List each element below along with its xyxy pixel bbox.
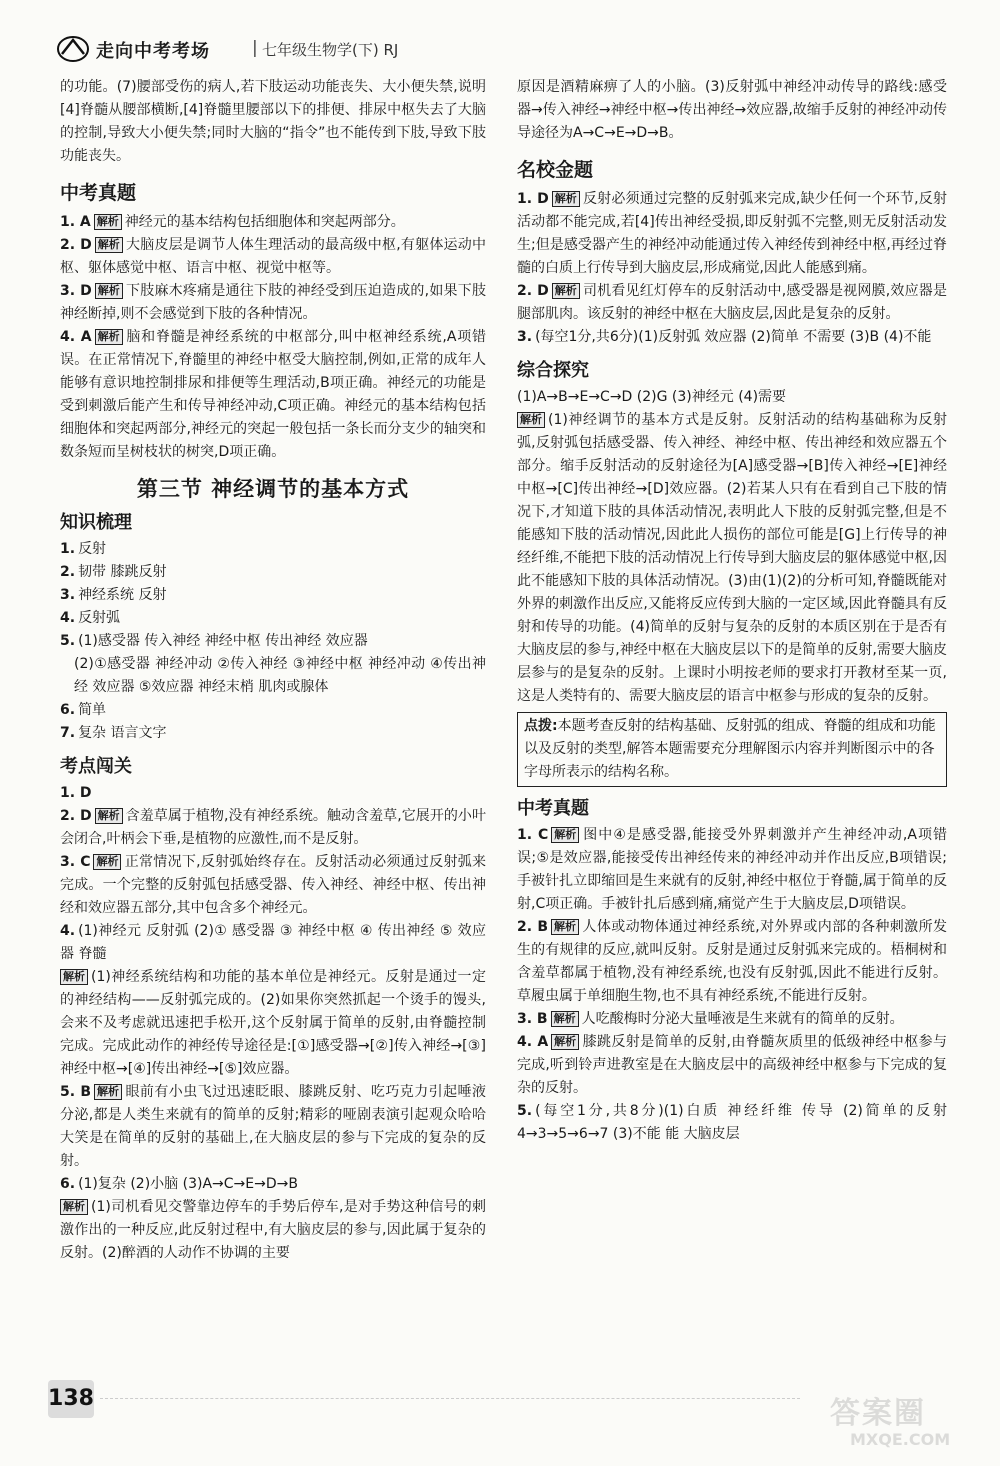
page-header: [48, 28, 958, 68]
list-item: [60, 653, 486, 699]
zhishi-list: [60, 538, 486, 745]
analysis-tag: 解析: [551, 1011, 579, 1027]
answer-number: 4.: [60, 610, 76, 626]
analysis-tag: 解析: [60, 969, 88, 985]
list-item: [60, 699, 486, 722]
analysis-tag: 解析: [552, 191, 580, 207]
watermark-logo: 答案圈: [830, 1396, 926, 1431]
answer-text: 眼前有小虫飞过迅速眨眼、膝跳反射、吃巧克力引起唾液分泌,都是人类生来就有的简单的反射;精彩的哑剧表演引起观众哈哈大笑是在简单的反射的基础上,在大脑皮层的参与下完成的复杂的反射。: [60, 1084, 486, 1169]
analysis-tag: 解析: [551, 827, 579, 843]
list-item: [60, 538, 486, 561]
answer-text: (每空1分,共8分)(1)白质 神经纤维 传导 (2)简单的反射 4→3→5→6→7 (3)不能 能 大脑皮层: [517, 1103, 947, 1142]
answer-text: 反射必须通过完整的反射弧来完成,缺少任何一个环节,反射活动都不能完成,若[4]传出神经受损,即反射弧不完整,则无反射活动发生;但是感受器产生的神经冲动能通过传入神经传到神经中枢,再经过脊髓的白质上行传导到大脑皮层,形成痛觉,因此人能感到痛。: [517, 191, 947, 276]
answer-text: (每空1分,共6分)(1)反射弧 效应器 (2)简单 不需要 (3)B (4)不能: [535, 329, 932, 345]
zonghe-analysis: [517, 409, 947, 708]
list-item: [60, 966, 486, 1081]
list-item: [60, 584, 486, 607]
heading-zhishi: 知识梳理: [60, 512, 132, 533]
header-separator: |: [252, 38, 258, 58]
page-number: 138: [48, 1380, 94, 1418]
heading-zonghe: 综合探究: [517, 360, 589, 381]
answer-number: 7.: [60, 725, 76, 741]
list-item: [517, 280, 947, 326]
answer-number: 1. D: [517, 191, 549, 207]
answer-text: (1)神经调节的基本方式是反射。反射活动的结构基础称为反射弧,反射弧包括感受器、传入神经、神经中枢、传出神经和效应器五个部分。缩手反射活动的反射途径为[A]感受器→[B]传入神经→[E]神经中枢→[C]传出神经→[D]效应器。(2)若某人只有在看到自己下肢的情况下,才知道下肢的具体活动情况,表明此人下肢的反射弧完整,但是不能感知下肢的活动情况,因此此人损伤的部位可能是[G]上行传导的神经纤维,不能把下肢的活动情况上行传导到大脑皮层的躯体感觉中枢,因此不能感知下肢的具体活动情况。(3)由(1)(2)的分析可知,脊髓既能对外界的刺激作出反应,又能将反应传到大脑的一定区域,因此脊髓具有反射和传导的功能。(4)简单的反射与复杂的反射的本质区别在于是否有大脑皮层的参与,神经中枢在大脑皮层以下的是简单的反射,需要大脑皮层参与的是复杂的反射。上课时小明按老师的要求打开教材至某一页,这是人类特有的、需要大脑皮层的语言中枢参与形成的复杂的反射。: [517, 412, 947, 704]
list-item: [60, 280, 486, 326]
answer-text: (1)复杂 (2)小脑 (3)A→C→E→D→B: [78, 1176, 298, 1192]
answer-text: (1)司机看见交警靠边停车的手势后停车,是对手势这种信号的刺激作出的一种反应,此反射过程中,有大脑皮层的参与,因此属于复杂的反射。(2)醉酒的人动作不协调的主要: [60, 1199, 486, 1261]
analysis-tag: 解析: [552, 283, 580, 299]
zonghe-answer: (1)A→B→E→C→D (2)G (3)神经元 (4)需要: [517, 389, 787, 405]
answer-text: 人体或动物体通过神经系统,对外界或内部的各种刺激所发生的有规律的反应,就叫反射。反射是通过反射弧来完成的。梧桐树和含羞草都属于植物,没有神经系统,也没有反射弧,因此不能进行反射。草履虫属于单细胞生物,也不具有神经系统,不能进行反射。: [517, 919, 947, 1004]
left-intro: 的功能。(7)腰部受伤的病人,若下肢运动功能丧失、大小便失禁,说明[4]脊髓从腰部横断,[4]脊髓里腰部以下的排便、排尿中枢失去了大脑的控制,导致大小便失禁;同时大脑的“指令”也不能传到下肢,导致下肢功能丧失。: [60, 79, 486, 164]
analysis-tag: 解析: [517, 412, 545, 428]
answer-text: 神经元的基本结构包括细胞体和突起两部分。: [124, 214, 405, 230]
answer-text: 大脑皮层是调节人体生理活动的最高级中枢,有躯体运动中枢、躯体感觉中枢、语言中枢、视觉中枢等。: [60, 237, 486, 276]
footer-divider: [100, 1398, 800, 1399]
answer-text: 人吃酸梅时分泌大量唾液是生来就有的简单的反射。: [581, 1011, 904, 1027]
list-item: [60, 722, 486, 745]
analysis-tag: 解析: [94, 214, 122, 230]
analysis-tag: 解析: [95, 237, 123, 253]
answer-number: 3. C: [60, 854, 91, 870]
right-column: [517, 76, 947, 1146]
answer-number: 1. D: [60, 785, 92, 801]
answer-number: 3. B: [517, 1011, 548, 1027]
answer-number: 5. B: [60, 1084, 92, 1100]
answer-number: 5.: [517, 1103, 533, 1119]
answer-number: 3. D: [60, 283, 92, 299]
list-item: [60, 782, 486, 805]
heading-zhongkao-right: 中考真题: [517, 798, 589, 819]
brand-title: 走向中考考场: [96, 41, 210, 62]
answer-text: (2)①感受器 神经冲动 ②传入神经 ③神经中枢 神经冲动 ④传出神经 效应器 ⑤效应器 神经末梢 肌肉或腺体: [74, 656, 486, 695]
analysis-tag: 解析: [95, 808, 123, 824]
list-item: [60, 326, 486, 464]
answer-number: 5.: [60, 633, 76, 649]
analysis-tag: 解析: [551, 919, 579, 935]
answer-text: 下肢麻木疼痛是通往下肢的神经受到压迫造成的,如果下肢神经断掉,则不会感觉到下肢的各种情况。: [60, 283, 486, 322]
tip-text: 本题考查反射的结构基础、反射弧的组成、脊髓的组成和功能以及反射的类型,解答本题需要充分理解图示内容并判断图示中的各字母所表示的结构名称。: [524, 718, 936, 780]
left-column: [60, 76, 486, 1265]
zhongkao-list-right: [517, 824, 947, 1146]
list-item: [517, 916, 947, 1008]
list-item: [517, 1031, 947, 1100]
answer-number: 2. D: [517, 283, 549, 299]
list-item: [60, 607, 486, 630]
list-item: [60, 1196, 486, 1265]
analysis-tag: 解析: [93, 854, 121, 870]
answer-text: 正常情况下,反射弧始终存在。反射活动必须通过反射弧来完成。一个完整的反射弧包括感受器、传入神经、神经中枢、传出神经和效应器五部分,其中包含多个神经元。: [60, 854, 486, 916]
list-item: [60, 851, 486, 920]
mingxiao-list: [517, 188, 947, 349]
answer-number: 2. D: [60, 808, 92, 824]
answer-text: 司机看见红灯停车的反射活动中,感受器是视网膜,效应器是腿部肌肉。该反射的神经中枢在大脑皮层,因此是复杂的反射。: [517, 283, 947, 322]
answer-text: 反射弧: [78, 610, 121, 626]
analysis-tag: 解析: [95, 329, 123, 345]
list-item: [60, 1173, 486, 1196]
heading-kaodian: 考点闯关: [60, 756, 132, 777]
list-item: [517, 1100, 947, 1146]
answer-text: (1)感受器 传入神经 神经中枢 传出神经 效应器: [78, 633, 368, 649]
list-item: [60, 234, 486, 280]
book-subtitle: 七年级生物学(下) RJ: [262, 41, 399, 59]
list-item: [60, 211, 486, 234]
list-item: [517, 824, 947, 916]
answer-number: 3.: [517, 329, 533, 345]
list-item: [60, 1081, 486, 1173]
answer-text: 脑和脊髓是神经系统的中枢部分,叫中枢神经系统,A项错误。在正常情况下,脊髓里的神经中枢受大脑控制,例如,正常的成年人能够有意识地控制排尿和排便等生理活动,B项正确。神经元的功能是受到刺激后能产生和传导神经冲动,C项正确。神经元的基本结构包括细胞体和突起两部分,神经元的突起一般包括一条长而分支少的轴突和数条短而呈树枝状的树突,D项正确。: [60, 329, 486, 460]
answer-number: 2. B: [517, 919, 549, 935]
answer-text: 韧带 膝跳反射: [78, 564, 167, 580]
answer-number: 4. A: [60, 329, 92, 345]
analysis-tag: 解析: [60, 1199, 88, 1215]
heading-mingxiao: 名校金题: [517, 159, 594, 181]
answer-number: 1. C: [517, 827, 549, 843]
list-item: [60, 630, 486, 653]
answer-text: 简单: [78, 702, 107, 718]
tip-box: [517, 712, 947, 787]
brand-logo-icon: [56, 34, 90, 64]
right-intro: 原因是酒精麻痹了人的小脑。(3)反射弧中神经冲动传导的路线:感受器→传入神经→神经中枢→传出神经→效应器,故缩手反射的神经冲动传导途径为A→C→E→D→B。: [517, 79, 947, 141]
heading-zhongkao-left: 中考真题: [60, 182, 137, 204]
answer-text: 图中④是感受器,能接受外界刺激并产生神经冲动,A项错误;⑤是效应器,能接受传出神经传来的神经冲动并作出反应,B项错误;手被针扎立即缩回是生来就有的反射,神经中枢位于脊髓,属于简单的反射,C项正确。手被针扎后感到痛,痛觉产生于大脑皮层,D项错误。: [517, 827, 947, 912]
answer-number: 6.: [60, 702, 76, 718]
kaodian-list: [60, 782, 486, 1265]
answer-text: 复杂 语言文字: [78, 725, 167, 741]
list-item: [517, 326, 947, 349]
answer-text: 含羞草属于植物,没有神经系统。触动含羞草,它展开的小叶会闭合,叶柄会下垂,是植物的应激性,而不是反射。: [60, 808, 486, 847]
answer-number: 4.: [60, 923, 76, 939]
zhongkao-list-left: [60, 211, 486, 464]
answer-text: 膝跳反射是简单的反射,由脊髓灰质里的低级神经中枢参与完成,听到铃声进教室是在大脑皮层中的高级神经中枢参与下完成的复杂的反射。: [517, 1034, 947, 1096]
answer-number: 6.: [60, 1176, 76, 1192]
answer-number: 2.: [60, 564, 76, 580]
analysis-tag: 解析: [95, 283, 123, 299]
answer-number: 1. A: [60, 214, 91, 230]
list-item: [517, 1008, 947, 1031]
answer-number: 2. D: [60, 237, 92, 253]
answer-text: (1)神经系统结构和功能的基本单位是神经元。反射是通过一定的神经结构——反射弧完成的。(2)如果你突然抓起一个烫手的馒头,会来不及考虑就迅速把手松开,这个反射属于简单的反射,由脊髓控制完成。完成此动作的神经传导途径是:[①]感受器→[②]传入神经→[③]神经中枢→[④]传出神经→[⑤]效应器。: [60, 969, 486, 1077]
answer-text: (1)神经元 反射弧 (2)① 感受器 ③ 神经中枢 ④ 传出神经 ⑤ 效应器 脊髓: [60, 923, 486, 962]
tip-label: 点拨:: [524, 718, 558, 734]
answer-number: 1.: [60, 541, 76, 557]
answer-text: 反射: [78, 541, 107, 557]
list-item: [60, 561, 486, 584]
analysis-tag: 解析: [94, 1084, 122, 1100]
list-item: [517, 188, 947, 280]
answer-number: 4. A: [517, 1034, 549, 1050]
list-item: [60, 920, 486, 966]
analysis-tag: 解析: [551, 1034, 579, 1050]
watermark-url: MXQE.COM: [850, 1430, 951, 1449]
answer-text: 神经系统 反射: [78, 587, 167, 603]
list-item: [60, 805, 486, 851]
section-title: 第三节 神经调节的基本方式: [136, 477, 410, 501]
answer-number: 3.: [60, 587, 76, 603]
